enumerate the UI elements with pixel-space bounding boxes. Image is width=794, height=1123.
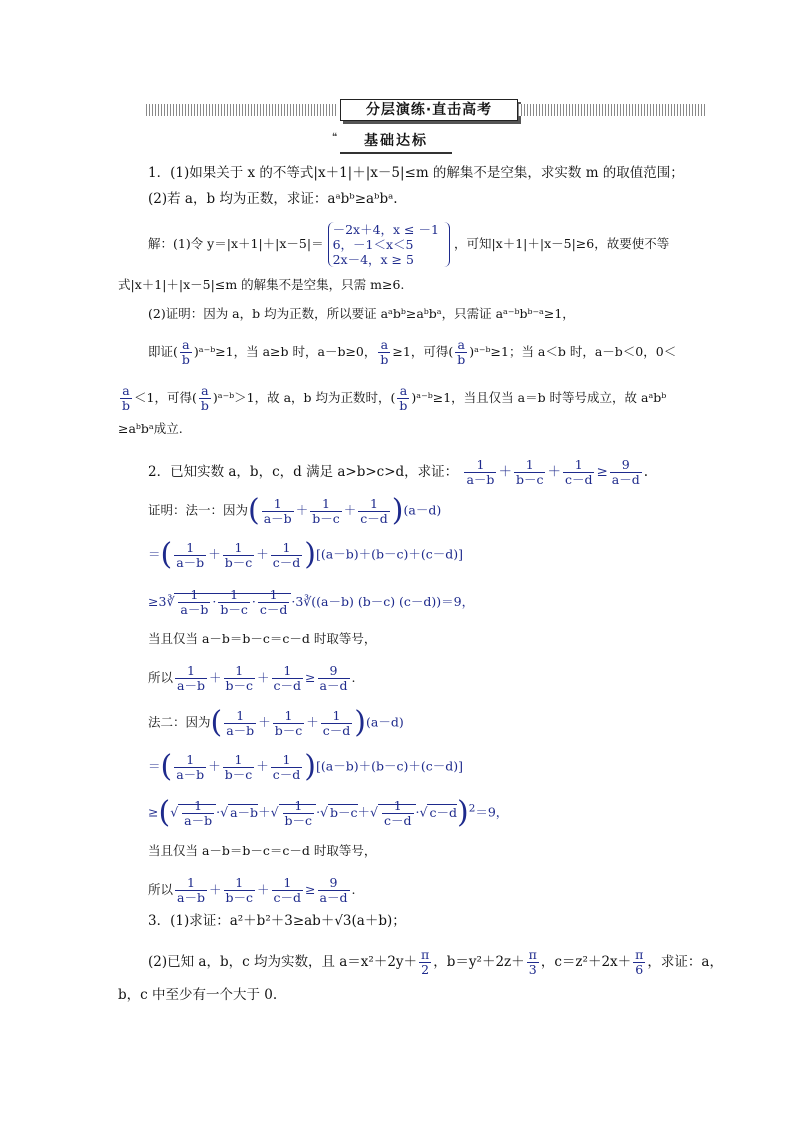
quote-icon: ❝: [332, 132, 338, 143]
fraction-pi-3: $\frac{\pi}{3}$: [528, 947, 537, 977]
fraction: $\frac{1}{c-d}$: [272, 751, 301, 782]
fraction: $\frac{9}{a-d}$: [611, 457, 640, 487]
fraction: $\frac{1}{b-c}$: [224, 539, 253, 570]
fraction: $\frac{1}{a-b}$: [180, 587, 209, 617]
text-segment: ，求证：a，: [647, 954, 723, 970]
case-1: －2x＋4，x ≤ －1: [332, 222, 439, 237]
q3-line1: 3．(1)求证：a²＋b²＋3≥ab＋√3(a＋b)；: [148, 913, 406, 929]
q1-sol1-pre: 解：(1)令 y＝|x＋1|＋|x－5|＝: [148, 236, 324, 251]
q2-method2-equality: 当且仅当 a－b＝b－c＝c－d 时取等号，: [148, 843, 377, 858]
text-segment: )ᵃ⁻ᵇ≥1，当 a≥b 时，a－b≥0，: [193, 344, 377, 359]
fraction-a-over-b: $\frac{a}{b}$: [457, 337, 466, 367]
text-segment: ≥1，可得(: [392, 344, 454, 359]
q1-solution1: [148, 222, 669, 267]
banner-stripe-left: [146, 104, 338, 116]
text-segment: [(a－b)＋(b－c)＋(c－d)]: [315, 546, 463, 562]
fraction: $\frac{1}{b-c}$: [515, 457, 544, 487]
fraction: $\frac{1}{b-c}$: [312, 495, 340, 526]
banner-stripe-right: [518, 104, 706, 116]
fraction-a-over-b: $\frac{a}{b}$: [380, 337, 389, 367]
fraction: $\frac{1}{b-c}$: [220, 587, 248, 617]
q2-method1-conclusion: 所以 $\frac{1}{a-b}$ ＋ $\frac{1}{b-c}$ ＋ $\frac{1}{c-d}$ ≥ $\frac{9}{a-d}$ .: [148, 663, 356, 693]
text-segment: 所以: [148, 670, 174, 685]
sqrt-term: b－c: [330, 804, 358, 820]
header-banner: [146, 99, 706, 121]
fraction: $\frac{1}{b-c}$: [225, 663, 254, 693]
fraction: $\frac{1}{c-d}$: [384, 797, 412, 828]
q2-statement: 2．已知实数 a，b，c，d 满足 a>b>c>d，求证： $\frac{1}{a-b}$ ＋ $\frac{1}{b-c}$ ＋ $\frac{1}{c-d}$ ≥ $\frac{9}{a-d}$ .: [148, 457, 649, 487]
fraction: $\frac{9}{a-d}$: [319, 663, 348, 693]
text-segment: ，c＝z²＋2x＋: [540, 954, 632, 970]
q1-solution2-line4: ≥aᵇbᵃ成立.: [118, 421, 183, 436]
text-segment: )ᵃ⁻ᵇ≥1；当 a＜b 时，a－b＜0，0＜: [469, 344, 677, 359]
fraction-pi-2: $\frac{\pi}{2}$: [421, 947, 430, 977]
text-segment: (a－d): [365, 714, 404, 730]
text-segment: ·3∛((a－b) (b－c) (c－d))＝9，: [291, 594, 475, 609]
fraction: $\frac{1}{a-b}$: [176, 751, 205, 782]
case-2: 6，－1＜x＜5: [332, 237, 414, 252]
sqrt-term: a－b: [230, 804, 259, 820]
text-segment: )ᵃ⁻ᵇ≥1，当且仅当 a＝b 时等号成立，故 aᵃbᵇ: [411, 390, 667, 405]
q3-line2: [148, 948, 723, 977]
piecewise-cases: [328, 222, 450, 267]
banner-title: 分层演练·直击高考: [340, 99, 518, 121]
fraction-a-over-b: $\frac{a}{b}$: [200, 383, 209, 413]
q1-solution1-line2: 式|x＋1|＋|x－5|≤m 的解集不是空集，只需 m≥6.: [118, 277, 405, 292]
q2-method2-line3: ≥(√ $\frac{1}{a-b}$ ·√ a－b＋√ $\frac{1}{b-c}$ ·√ b－c＋√ $\frac{1}{c-d}$ ·√ c－d)$^2$＝9，: [148, 795, 509, 830]
q2-method2-conclusion: 所以 $\frac{1}{a-b}$ ＋ $\frac{1}{b-c}$ ＋ $\frac{1}{c-d}$ ≥ $\frac{9}{a-d}$ .: [148, 875, 356, 905]
q2-method1-line2: ＝( $\frac{1}{a-b}$ ＋ $\frac{1}{b-c}$ ＋ $\frac{1}{c-d}$ )[(a－b)＋(b－c)＋(c－d)]: [148, 537, 463, 572]
text-segment: ，b＝y²＋2z＋: [433, 954, 525, 970]
fraction-pi-6: $\frac{\pi}{6}$: [635, 947, 644, 977]
q1-solution2-line1: (2)证明：因为 a，b 均为正数，所以要证 aᵃbᵇ≥aᵇbᵃ，只需证 aᵃ⁻ᵇbᵇ⁻ᵃ≥1，: [148, 306, 575, 321]
fraction: $\frac{1}{a-b}$: [177, 663, 205, 693]
q3-line3: b，c 中至少有一个大于 0.: [118, 987, 278, 1003]
fraction-a-over-b: $\frac{a}{b}$: [122, 383, 131, 413]
fraction: $\frac{9}{a-d}$: [319, 875, 348, 905]
fraction: $\frac{1}{b-c}$: [224, 751, 253, 782]
fraction: $\frac{1}{a-b}$: [466, 457, 495, 487]
fraction: $\frac{1}{a-b}$: [263, 495, 292, 526]
text-segment: 即证(: [148, 344, 178, 359]
fraction: $\frac{1}{c-d}$: [360, 495, 388, 526]
q2-method2-line1: 法二：因为( $\frac{1}{a-b}$ ＋ $\frac{1}{b-c}$ ＋ $\frac{1}{c-d}$ )(a－d): [148, 705, 404, 740]
q1-line2: (2)若 a，b 均为正数，求证：aᵃbᵇ≥aᵇbᵃ.: [148, 191, 398, 207]
q1-solution2-line2: [148, 338, 676, 367]
fraction: $\frac{1}{c-d}$: [322, 707, 351, 738]
text-segment: 证明：法一：因为: [148, 502, 249, 518]
text-segment: [(a－b)＋(b－c)＋(c－d)]: [315, 758, 463, 774]
q2-method2-line2: ＝( $\frac{1}{a-b}$ ＋ $\frac{1}{b-c}$ ＋ $\frac{1}{c-d}$ )[(a－b)＋(b－c)＋(c－d)]: [148, 749, 463, 784]
q2-method1-line3: ≥3∛ $\frac{1}{a-b}$ · $\frac{1}{b-c}$ · $\frac{1}{c-d}$ ·3∛((a－b) (b－c) (c－d))＝9，: [148, 587, 475, 617]
fraction: $\frac{1}{c-d}$: [272, 539, 301, 570]
q1-solution2-line3: [118, 384, 666, 413]
text-segment: 2．已知实数 a，b，c，d 满足 a>b>c>d，求证：: [148, 464, 459, 480]
sqrt-term: c－d: [429, 804, 457, 820]
fraction: $\frac{1}{b-c}$: [225, 875, 254, 905]
text-segment: )ᵃ⁻ᵇ＞1，故 a，b 均为正数时，(: [212, 390, 396, 405]
text-segment: 所以: [148, 882, 174, 897]
text-segment: ≥3: [148, 594, 167, 609]
fraction: $\frac{1}{c-d}$: [273, 875, 302, 905]
fraction: $\frac{1}{c-d}$: [273, 663, 302, 693]
text-segment: ＜1，可得(: [134, 390, 197, 405]
q2-method1-line1: 证明：法一：因为( $\frac{1}{a-b}$ ＋ $\frac{1}{b-c}$ ＋ $\frac{1}{c-d}$ )(a－d): [148, 493, 442, 528]
section-title: 基础达标: [340, 130, 452, 154]
q2-method1-equality: 当且仅当 a－b＝b－c＝c－d 时取等号，: [148, 631, 377, 646]
text-segment: (2)已知 a，b，c 均为实数，且 a＝x²＋2y＋: [148, 954, 418, 970]
fraction: $\frac{1}{a-b}$: [176, 539, 205, 570]
fraction: $\frac{1}{b-c}$: [274, 707, 303, 738]
fraction: $\frac{1}{a-b}$: [177, 875, 205, 905]
q1-sol1-post: ，可知|x＋1|＋|x－5|≥6，故要使不等: [453, 236, 670, 251]
fraction: $\frac{1}{c-d}$: [259, 587, 288, 617]
case-3: 2x－4，x ≥ 5: [332, 252, 414, 267]
fraction-a-over-b: $\frac{a}{b}$: [399, 383, 408, 413]
fraction-a-over-b: $\frac{a}{b}$: [181, 337, 190, 367]
fraction: $\frac{1}{a-b}$: [184, 797, 213, 828]
fraction: $\frac{1}{c-d}$: [564, 457, 593, 487]
fraction: $\frac{1}{a-b}$: [226, 707, 255, 738]
fraction: $\frac{1}{b-c}$: [284, 797, 313, 828]
text-segment: (a－d): [403, 502, 442, 518]
text-segment: 法二：因为: [148, 714, 211, 730]
text-segment: ＝9，: [475, 804, 509, 820]
q1-line1: 1．(1)如果关于 x 的不等式|x＋1|＋|x－5|≤m 的解集不是空集，求实数 m 的取值范围；: [148, 165, 684, 181]
